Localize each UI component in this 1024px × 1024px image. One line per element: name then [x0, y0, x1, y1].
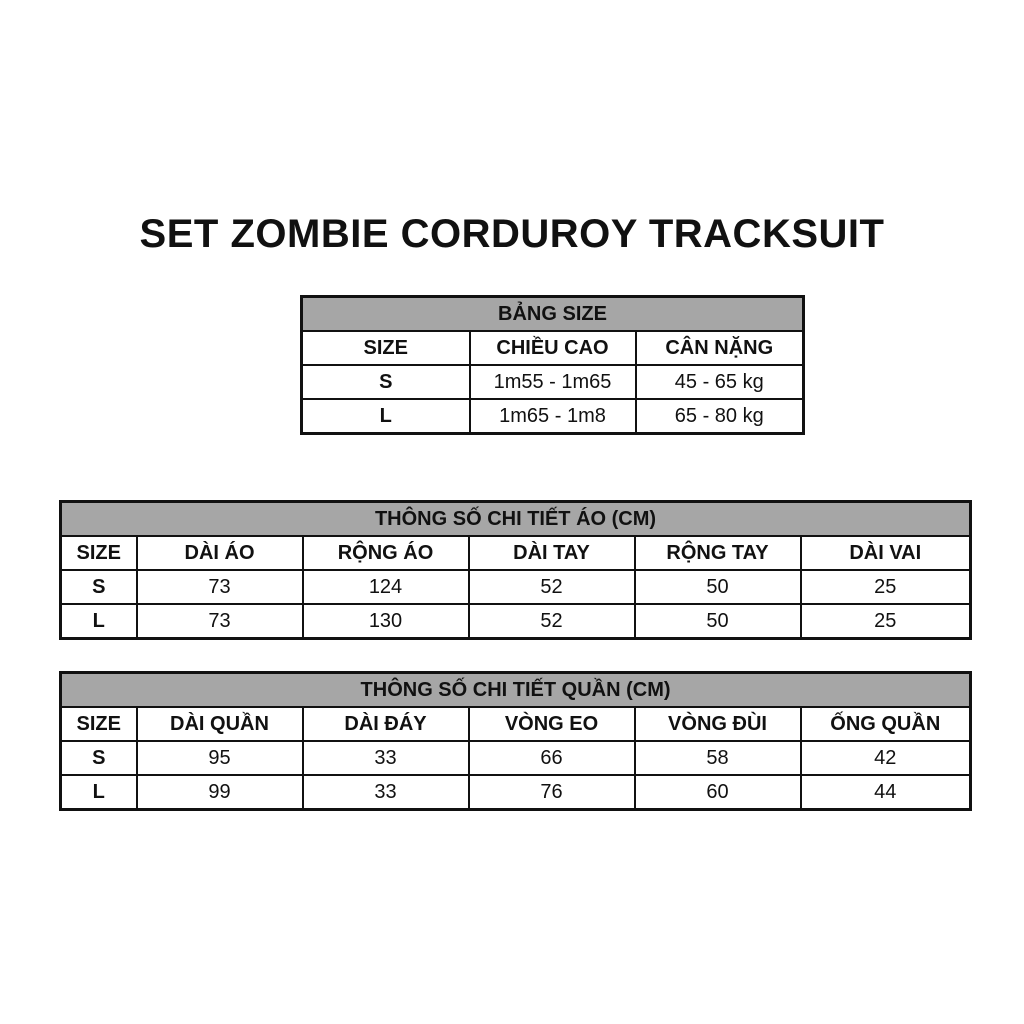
- column-header: RỘNG ÁO: [303, 536, 469, 570]
- table-cell: 52: [469, 570, 635, 604]
- shirt-table-caption: THÔNG SỐ CHI TIẾT ÁO (CM): [61, 502, 971, 537]
- table-cell: 76: [469, 775, 635, 810]
- size-cell: S: [61, 570, 137, 604]
- table-row: [302, 365, 804, 399]
- table-cell: 52: [469, 604, 635, 639]
- table-cell: 73: [137, 570, 303, 604]
- table-cell: 66: [469, 741, 635, 775]
- column-header: CHIỀU CAO: [470, 331, 636, 365]
- table-cell: 130: [303, 604, 469, 639]
- table-cell: 33: [303, 775, 469, 810]
- table-header-row: [61, 707, 971, 741]
- table-row: [61, 570, 971, 604]
- table-cell: 124: [303, 570, 469, 604]
- weight-cell: 45 - 65 kg: [636, 365, 804, 399]
- size-cell: L: [61, 775, 137, 810]
- table-cell: 50: [635, 570, 801, 604]
- table-cell: 95: [137, 741, 303, 775]
- table-cell: 58: [635, 741, 801, 775]
- table-header-row: [302, 331, 804, 365]
- column-header: DÀI ÁO: [137, 536, 303, 570]
- column-header: ỐNG QUẦN: [801, 707, 971, 741]
- table-cell: 60: [635, 775, 801, 810]
- table-cell: 25: [801, 604, 971, 639]
- shirt-measurements-table: [59, 500, 972, 640]
- page-title: SET ZOMBIE CORDUROY TRACKSUIT: [139, 212, 885, 256]
- table-header-row: [61, 536, 971, 570]
- column-header: VÒNG EO: [469, 707, 635, 741]
- column-header: RỘNG TAY: [635, 536, 801, 570]
- column-header: SIZE: [302, 331, 470, 365]
- size-cell: S: [61, 741, 137, 775]
- column-header: DÀI VAI: [801, 536, 971, 570]
- column-header: SIZE: [61, 536, 137, 570]
- pants-measurements-table: [59, 671, 972, 811]
- height-cell: 1m65 - 1m8: [470, 399, 636, 434]
- table-cell: 33: [303, 741, 469, 775]
- size-chart-table: [300, 295, 805, 435]
- table-cell: 42: [801, 741, 971, 775]
- size-chart-caption: BẢNG SIZE: [302, 297, 804, 332]
- table-cell: 44: [801, 775, 971, 810]
- table-cell: 25: [801, 570, 971, 604]
- pants-table-caption: THÔNG SỐ CHI TIẾT QUẦN (CM): [61, 673, 971, 708]
- weight-cell: 65 - 80 kg: [636, 399, 804, 434]
- size-cell: S: [302, 365, 470, 399]
- table-cell: 99: [137, 775, 303, 810]
- column-header: DÀI TAY: [469, 536, 635, 570]
- column-header: DÀI QUẦN: [137, 707, 303, 741]
- column-header: DÀI ĐÁY: [303, 707, 469, 741]
- table-row: [61, 775, 971, 810]
- table-row: [302, 399, 804, 434]
- column-header: CÂN NẶNG: [636, 331, 804, 365]
- table-cell: 50: [635, 604, 801, 639]
- column-header: SIZE: [61, 707, 137, 741]
- size-cell: L: [302, 399, 470, 434]
- column-header: VÒNG ĐÙI: [635, 707, 801, 741]
- table-row: [61, 741, 971, 775]
- table-cell: 73: [137, 604, 303, 639]
- height-cell: 1m55 - 1m65: [470, 365, 636, 399]
- size-cell: L: [61, 604, 137, 639]
- table-row: [61, 604, 971, 639]
